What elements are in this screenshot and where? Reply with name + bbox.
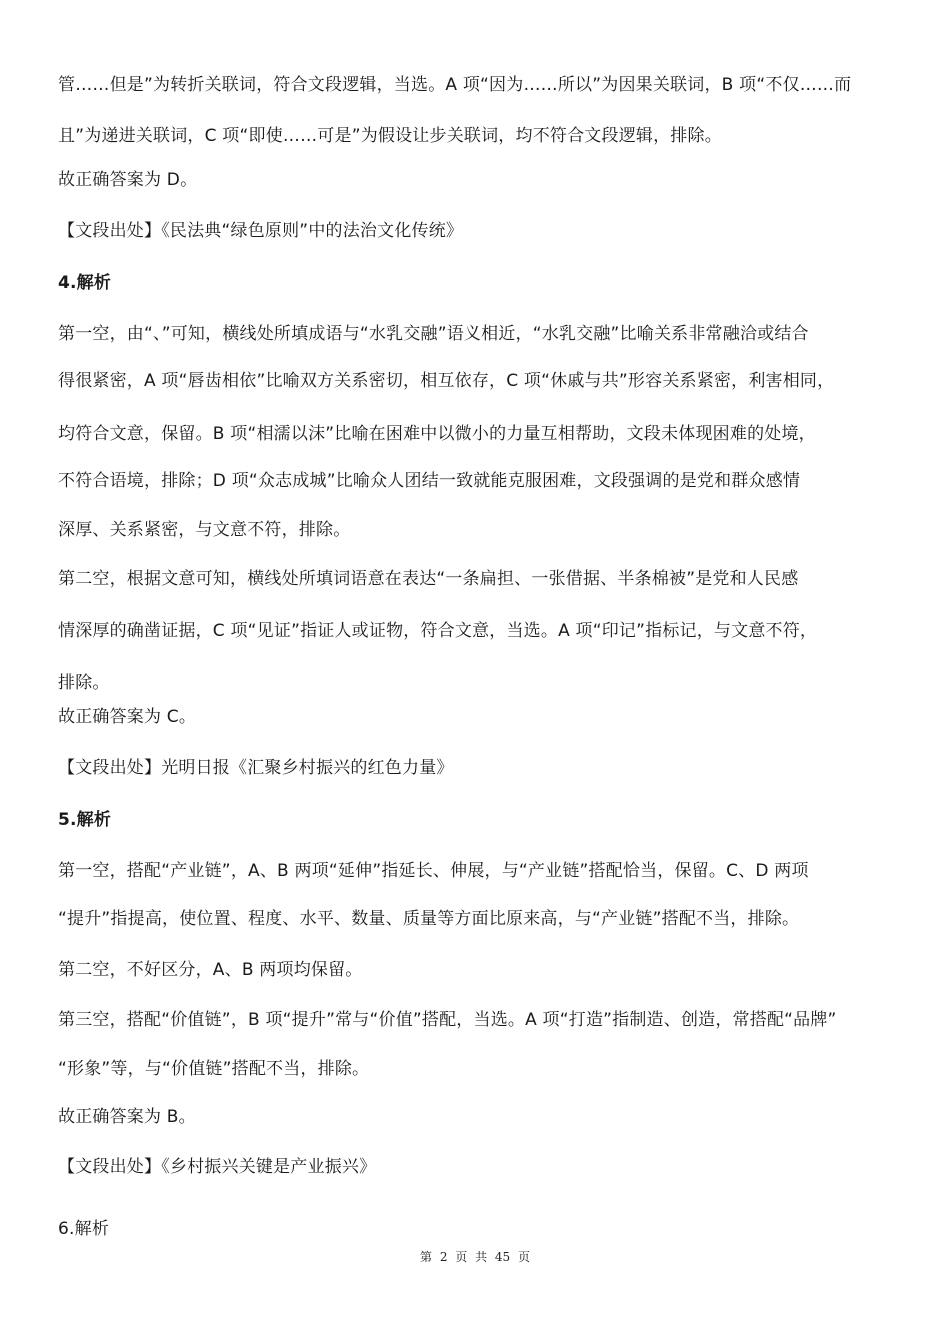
paragraph-line: 第一空，由“、”可知，横线处所填成语与“水乳交融”语义相近，“水乳交融”比喻关系非常融洽或结合 [58, 324, 809, 344]
paragraph-line: 情深厚的确凿证据，C 项“见证”指证人或证物，符合文意，当选。A 项“印记”指标记，与文意不符， [58, 621, 818, 641]
section-heading-6: 6.解析 [58, 1219, 110, 1239]
paragraph-line: 管……但是”为转折关联词，符合文段逻辑，当选。A 项“因为……所以”为因果关联词，B 项“不仅……而 [58, 75, 852, 95]
paragraph-line: 深厚、关系紧密，与文意不符，排除。 [58, 520, 351, 540]
paragraph-line: 第二空，根据文意可知，横线处所填词语意在表达“一条扁担、一张借据、半条棉被”是党和人民感 [58, 569, 799, 589]
source-line: 【文段出处】光明日报《汇聚乡村振兴的红色力量》 [58, 758, 454, 778]
paragraph-line: 得很紧密，A 项“唇齿相依”比喻双方关系密切，相互依存，C 项“休戚与共”形容关系紧密，利害相同， [58, 371, 835, 391]
paragraph-line: 不符合语境，排除；D 项“众志成城”比喻众人团结一致就能克服困难，文段强调的是党和群众感情 [58, 471, 801, 491]
source-line: 【文段出处】《民法典“绿色原则”中的法治文化传统》 [58, 221, 464, 241]
answer-line: 故正确答案为 B。 [58, 1107, 196, 1127]
paragraph-line: 且”为递进关联词，C 项“即使……可是”为假设让步关联词，均不符合文段逻辑，排除。 [58, 126, 722, 146]
paragraph-line: 均符合文意，保留。B 项“相濡以沫”比喻在困难中以微小的力量互相帮助，文段未体现困难的处境， [58, 424, 816, 444]
answer-line: 故正确答案为 D。 [58, 170, 198, 190]
section-heading-4: 4.解析 [58, 273, 112, 293]
paragraph-line: “形象”等，与“价值链”搭配不当，排除。 [58, 1059, 370, 1079]
paragraph-line: 第三空，搭配“价值链”，B 项“提升”常与“价值”搭配，当选。A 项“打造”指制造、创造，常搭配“品牌” [58, 1010, 837, 1030]
page-footer: 第 2 页 共 45 页 [420, 1250, 530, 1264]
source-line: 【文段出处】《乡村振兴关键是产业振兴》 [58, 1157, 377, 1177]
paragraph-line: 第一空，搭配“产业链”，A、B 两项“延伸”指延长、伸展，与“产业链”搭配恰当，保留。C、D 两项 [58, 861, 809, 881]
paragraph-line: 排除。 [58, 673, 110, 693]
section-heading-5: 5.解析 [58, 810, 112, 830]
paragraph-line: “提升”指提高，使位置、程度、水平、数量、质量等方面比原来高，与“产业链”搭配不当，排除。 [58, 909, 800, 929]
answer-line: 故正确答案为 C。 [58, 707, 197, 727]
paragraph-line: 第二空，不好区分，A、B 两项均保留。 [58, 960, 363, 980]
